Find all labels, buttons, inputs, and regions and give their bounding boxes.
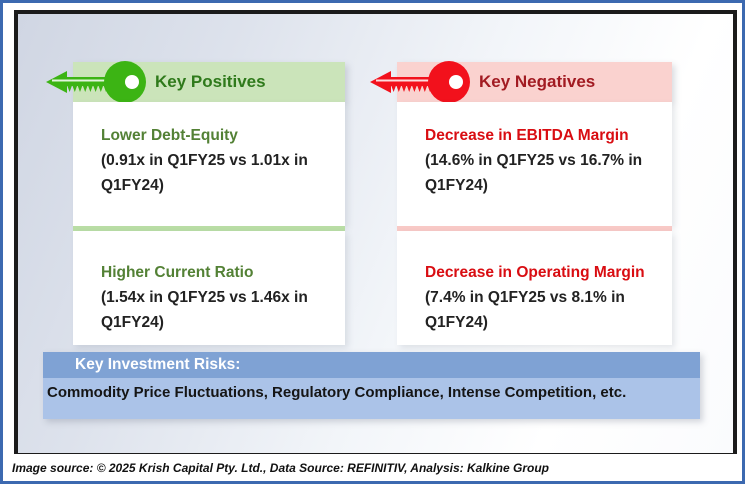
key-positives-title: Key Positives <box>155 72 266 91</box>
negative-detail-2-line-2: Q1FY24) <box>425 314 488 331</box>
negative-detail-1-line-1: (14.6% in Q1FY25 vs 16.7% in <box>425 152 643 169</box>
image-source-caption: Image source: © 2025 Krish Capital Pty. Ltd., Data Source: REFINITIV, Analysis: Kalkine Group <box>3 454 742 481</box>
investment-risks-header <box>43 352 700 378</box>
positive-card-current-ratio <box>73 231 345 345</box>
key-positives-banner <box>73 62 345 102</box>
positive-detail-1-line-1: (0.91x in Q1FY25 vs 1.01x in <box>101 152 308 169</box>
investment-risks-body <box>43 378 700 419</box>
positive-detail-1-line-2: Q1FY24) <box>101 177 164 194</box>
investment-risks-banner <box>43 352 700 419</box>
red-key-icon <box>369 60 473 104</box>
negative-card-ebitda-margin <box>397 102 672 226</box>
positive-detail-2-line-1: (1.54x in Q1FY25 vs 1.46x in <box>101 289 308 306</box>
negative-detail-2-line-1: (7.4% in Q1FY25 vs 8.1% in <box>425 289 625 306</box>
negative-heading-1: Decrease in EBITDA Margin <box>425 127 629 144</box>
negative-heading-2: Decrease in Operating Margin <box>425 264 645 281</box>
negative-card-operating-margin <box>397 231 672 345</box>
negative-detail-1-line-2: Q1FY24) <box>425 177 488 194</box>
key-negatives-banner <box>397 62 672 102</box>
investment-risks-text: Commodity Price Fluctuations, Regulatory Compliance, Intense Competition, etc. <box>47 384 627 401</box>
positive-detail-2-line-2: Q1FY24) <box>101 314 164 331</box>
positive-heading-2: Higher Current Ratio <box>101 264 254 281</box>
investment-risks-title: Key Investment Risks: <box>75 356 241 373</box>
key-negatives-title: Key Negatives <box>479 72 596 91</box>
content-frame <box>14 10 737 457</box>
positive-card-debt-equity <box>73 102 345 226</box>
green-key-icon <box>45 60 149 104</box>
positive-heading-1: Lower Debt-Equity <box>101 127 238 144</box>
